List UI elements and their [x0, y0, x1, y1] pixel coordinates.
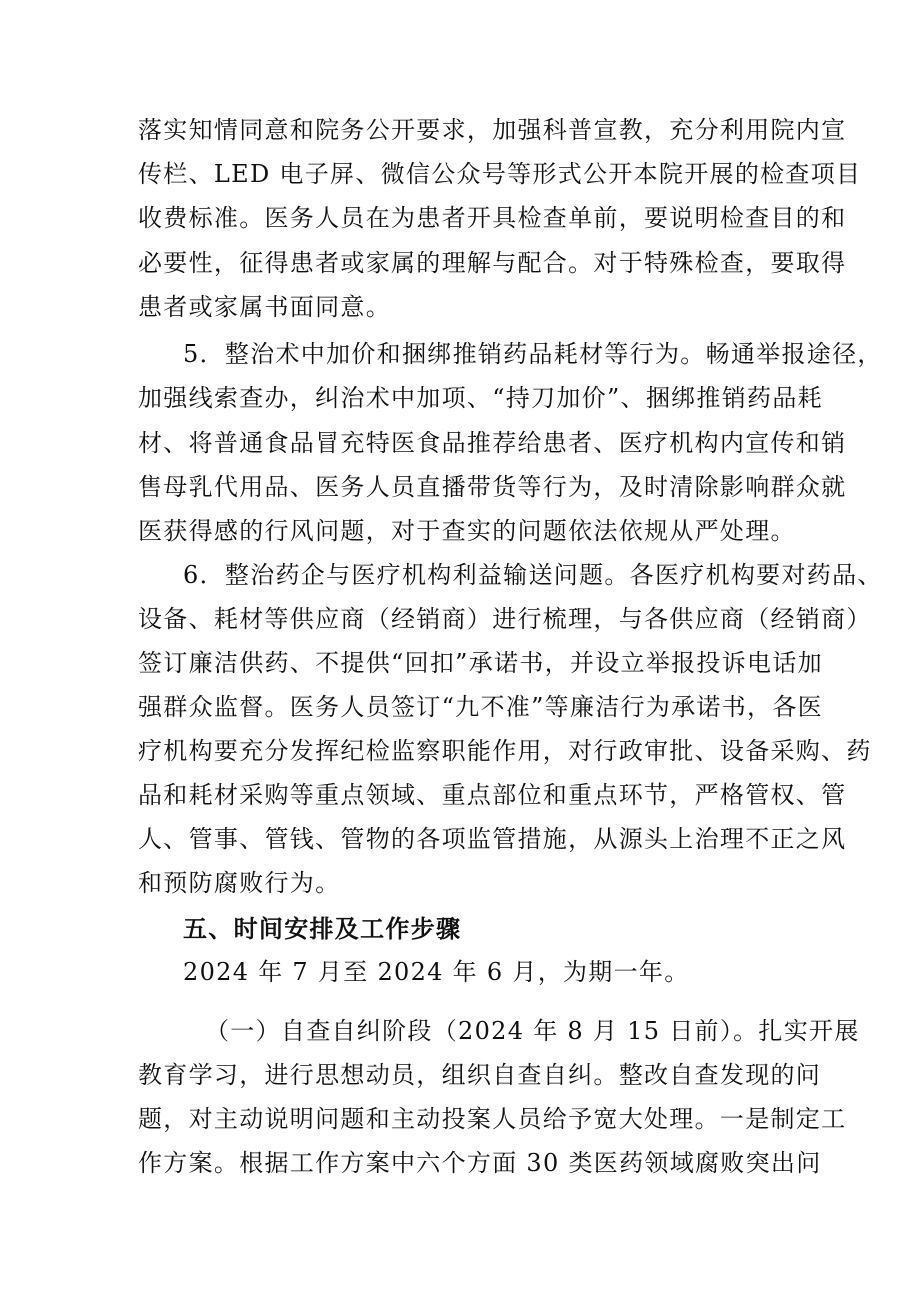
paragraph-line: 设备、耗材等供应商（经销商）进行梳理，与各供应商（经销商）: [138, 605, 872, 633]
paragraph-line: 患者或家属书面同意。: [138, 293, 391, 321]
stage-heading-line: （一）自查自纠阶段（2024 年 8 月 15 日前）。扎实开展: [205, 1017, 860, 1045]
paragraph-line: 教育学习，进行思想动员，组织自查自纠。整改自查发现的问: [138, 1061, 822, 1089]
paragraph-line: 材、将普通食品冒充特医食品推荐给患者、医疗机构内宣传和销: [138, 429, 847, 457]
paragraph-line: 品和耗材采购等重点领域、重点部位和重点环节，严格管权、管: [138, 781, 847, 809]
paragraph-line: 人、管事、管钱、管物的各项监管措施，从源头上治理不正之风: [138, 825, 847, 853]
paragraph-line: 收费标准。医务人员在为患者开具检查单前，要说明检查目的和: [138, 204, 847, 232]
paragraph-line: 落实知情同意和院务公开要求，加强科普宣教，充分利用院内宣: [138, 116, 847, 144]
timeline-line: 2024 年 7 月至 2024 年 6 月，为期一年。: [183, 958, 690, 986]
paragraph-line: 传栏、LED 电子屏、微信公众号等形式公开本院开展的检查项目: [138, 160, 862, 188]
paragraph-line: 签订廉洁供药、不提供“回扣”承诺书，并设立举报投诉电话加: [138, 649, 823, 677]
list-item-5-line: 5．整治术中加价和捆绑推销药品耗材等行为。畅通举报途径，: [183, 340, 883, 368]
paragraph-line: 题，对主动说明问题和主动投案人员给予宽大处理。一是制定工: [138, 1105, 847, 1133]
paragraph-line: 加强线索查办，纠治术中加项、“持刀加价”、捆绑推销药品耗: [138, 384, 823, 412]
paragraph-line: 医获得感的行风问题，对于查实的问题依法依规从严处理。: [138, 517, 796, 545]
paragraph-line: 疗机构要充分发挥纪检监察职能作用，对行政审批、设备采购、药: [138, 737, 872, 765]
paragraph-line: 作方案。根据工作方案中六个方面 30 类医药领域腐败突出问: [138, 1149, 822, 1177]
paragraph-line: 和预防腐败行为。: [138, 869, 341, 897]
section-heading: 五、时间安排及工作步骤: [183, 915, 462, 943]
paragraph-line: 售母乳代用品、医务人员直播带货等行为，及时清除影响群众就: [138, 473, 847, 501]
paragraph-line: 强群众监督。医务人员签订“九不准”等廉洁行为承诺书，各医: [138, 693, 823, 721]
paragraph-line: 必要性，征得患者或家属的理解与配合。对于特殊检查，要取得: [138, 249, 847, 277]
list-item-6-line: 6．整治药企与医疗机构利益输送问题。各医疗机构要对药品、: [183, 561, 883, 589]
